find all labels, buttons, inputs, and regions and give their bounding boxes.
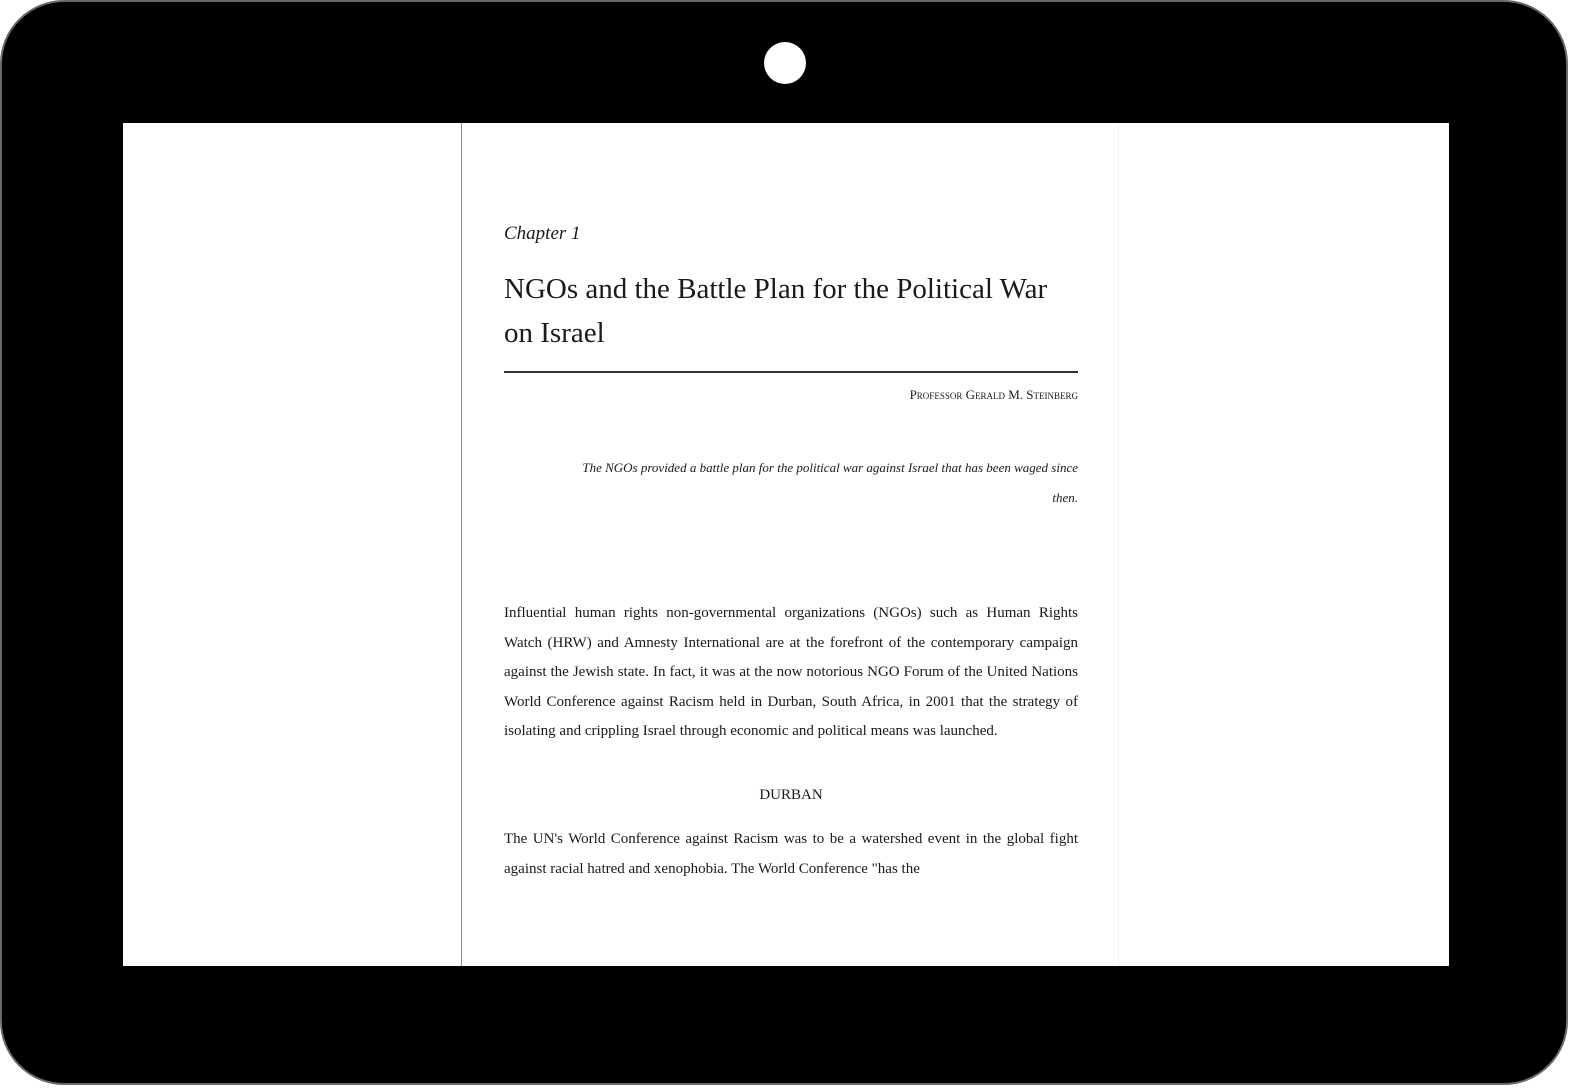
body-paragraph-1: Influential human rights non-governmental organizations (NGOs) such as Human Rights Watch (HRW) and Amnesty International are at the forefront of the contemporary campaign against the Jewish state. In fact, it was at the now notorious NGO Forum of the United Nations World Conference against Racism held in Durban, South Africa, in 2001 that the strategy of isolating and crippling Israel through economic and political means was launched. [504,605,1078,740]
page-content [504,223,1078,884]
epigraph: The NGOs provided a battle plan for the political war against Israel that has been waged since then. [582,460,1078,505]
section-heading: DURBAN [759,786,823,803]
book-page[interactable] [461,123,1119,966]
body-paragraph-2: The UN's World Conference against Racism was to be a watershed event in the global fight against racial hatred and xenophobia. The World Conference "has the [504,830,1078,877]
reader-screen[interactable] [123,123,1449,966]
title-divider [504,371,1078,373]
chapter-author: Professor Gerald M. Steinberg [909,387,1078,402]
camera-icon [764,42,806,84]
chapter-title: NGOs and the Battle Plan for the Political War on Israel [504,273,1048,349]
chapter-label: Chapter 1 [504,223,581,244]
